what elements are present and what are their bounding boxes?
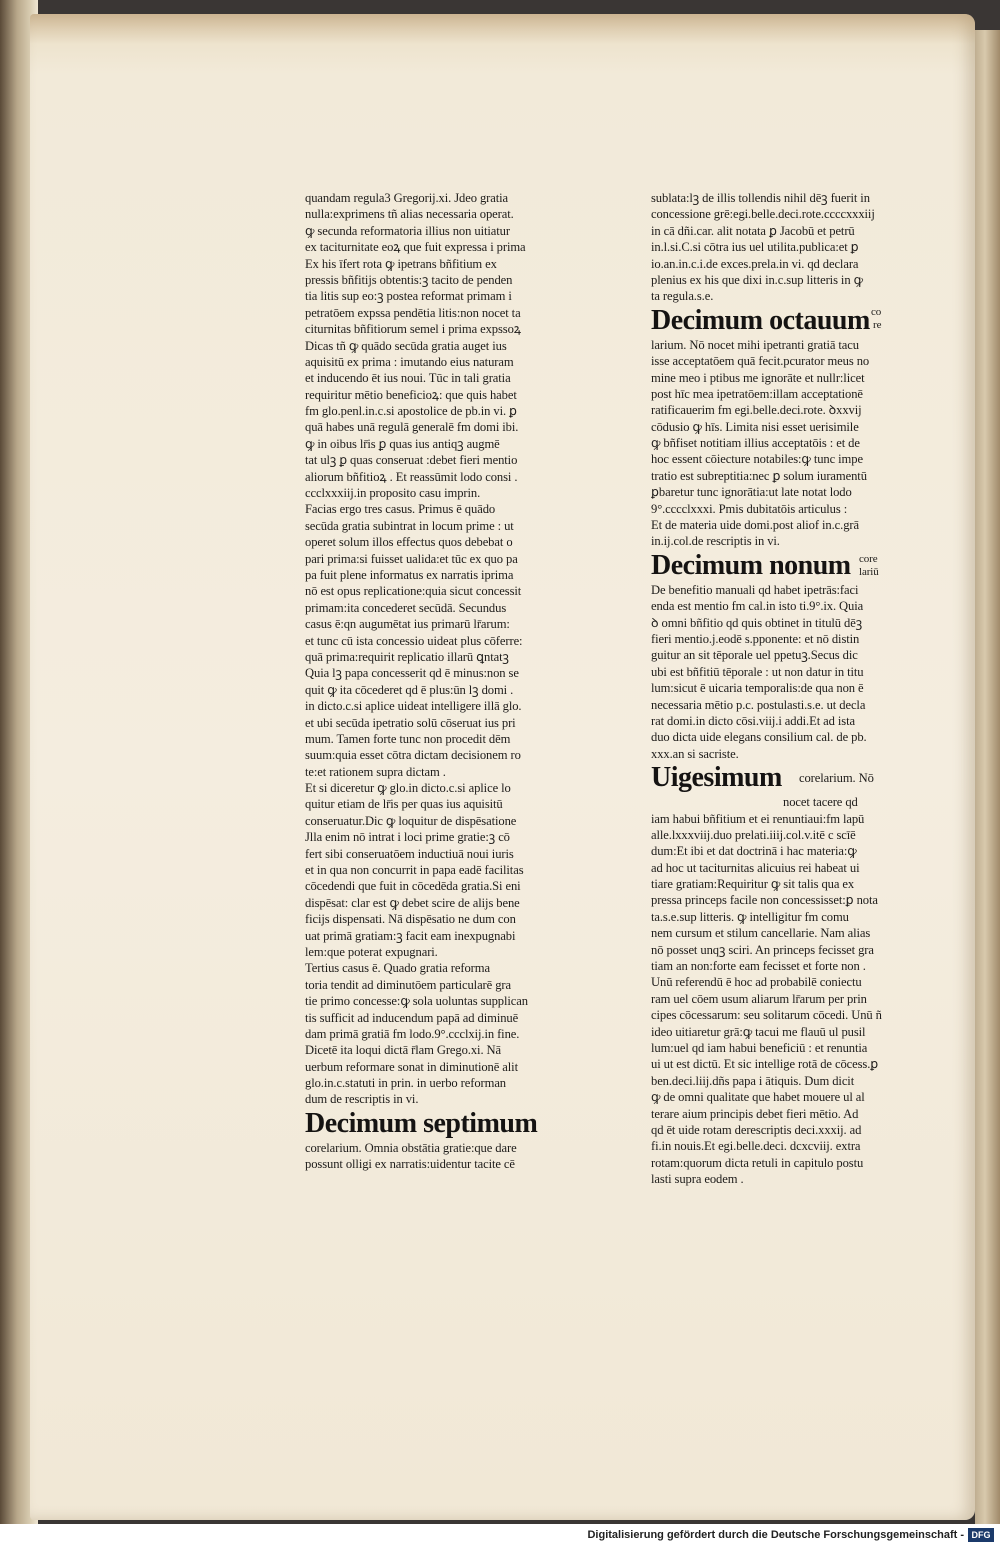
heading-uigesimum (651, 763, 891, 793)
text-line: petratōem expssa pendētia litis:non nocet ta (305, 305, 521, 320)
text-line: enda est mentio fm cal.in isto ti.9°.ix. Quia (651, 599, 864, 614)
text-line: ad hoc ut taciturnitas alicuius rei habeat ui (651, 860, 860, 875)
text-line: Et si diceretur ꝙ glo.in dicto.c.si aplice lo (305, 781, 511, 796)
text-line: tat ulꝫ ꝑ quas conseruat :debet fieri mentio (305, 453, 518, 468)
text-line: secūda gratia subintrat in locum prime : ut (305, 518, 514, 533)
right-column-lines-a (651, 190, 891, 305)
text-line: ta regula.s.e. (651, 289, 714, 304)
heading-uigesimum-title: Uigesimum (651, 762, 782, 794)
text-line: lem:que poterat expugnari. (305, 944, 438, 959)
text-line: ratificauerim fm egi.belle.deci.rote. ꝺxxvij (651, 403, 862, 418)
text-line: hoc essent cōiecture notabiles:ꝙ tunc impe (651, 452, 863, 467)
text-line: nō est opus replicatione:quia sicut concessit (305, 584, 522, 599)
text-line: uerbum reformare sonat in diminutionē alit (305, 1059, 518, 1074)
text-line: quandam regula3 Gregorij.xi. Jdeo gratia (305, 191, 509, 205)
text-line: terare aium principis debet fieri mētio. Ad (651, 1106, 859, 1121)
text-line: citurnitas bñfitiorum semel i prima expssoꝝ (305, 322, 521, 337)
text-line: ꝙ in oibus lr̄is ꝑ quas ius antiqꝫ augmē (305, 436, 500, 451)
heading-octauum-side-2: re (873, 318, 882, 331)
text-line: Dicas tñ ꝙ quādo secūda gratia auget ius (305, 338, 507, 353)
text-line: Facias ergo tres casus. Primus ē quādo (305, 502, 496, 517)
text-line: ta.s.e.sup litteris. ꝙ intelligitur fm comu (651, 909, 849, 924)
text-line: tiare gratiam:Requiritur ꝙ sit talis qua ex (651, 877, 855, 892)
text-line: in.l.si.C.si cōtra ius uel utilita.publica:et ꝑ (651, 240, 859, 255)
heading-octauum-title: Decimum octauum (651, 304, 870, 336)
text-line: necessaria mētio p.c. postulasti.s.e. ut decla (651, 697, 866, 712)
text-line: cōcedendi que fuit in cōcedēda gratia.Si eni (305, 879, 521, 894)
dfg-logo-icon: DFG (968, 1528, 994, 1542)
text-line: requiritur mētio beneficioꝝ: que quis habet (305, 387, 517, 402)
text-line: mum. Tamen forte tunc non procedit dēm (305, 731, 511, 746)
text-line: cipes cōcessarum: seu solitarum cōcedi. Unū ñ (651, 1008, 882, 1023)
footer-bar (0, 1524, 1000, 1546)
text-line: 9°.cccclxxxi. Pmis dubitatōis articulus : (651, 501, 848, 516)
text-line: lum:uel qd iam habui beneficiū : et renuntia (651, 1040, 868, 1055)
text-line: pari prima:si fuisset ualida:et tūc ex quo pa (305, 551, 518, 566)
text-line: Et de materia uide domi.post aliof in.c.grā (651, 518, 859, 533)
text-line: rotam:quorum dicta retuli in capitulo postu (651, 1155, 864, 1170)
text-line: mine meo i ptibus me ignorāte et nullr:licet (651, 370, 865, 385)
text-line: Tertius casus ē. Quado gratia reforma (305, 961, 490, 976)
text-line: dispēsat: clar est ꝙ debet scire de alijs bene (305, 895, 520, 910)
text-line: quit ꝙ ita cōcederet qd ē plus:ūn lꝫ domi . (305, 682, 514, 697)
text-line: et in qua non concurrit in papa eadē facilitas (305, 863, 524, 878)
text-line: conseruatur.Dic ꝙ loquitur de dispēsatione (305, 813, 517, 828)
text-line: aquisitū ex prima : imutando eius naturam (305, 354, 514, 369)
heading-uigesimum-side: corelarium. Nō (799, 771, 874, 786)
text-line: et tunc cū ista concessio uideat plus cōferre: (305, 633, 523, 648)
text-line: plenius ex his que dixi in.c.sup litteris in ꝙ (651, 272, 863, 287)
text-line: nulla:exprimens tñ alias necessaria operat. (305, 207, 514, 222)
text-line: tratio est subreptitia:nec ꝑ solum iuramentū (651, 468, 867, 483)
text-line: tia litis sup eo:ꝫ postea reformat primam i (305, 289, 512, 304)
text-line: qd ēt uide rotam derescriptis deci.xxxij. ad (651, 1122, 862, 1137)
text-line: ꝙ de omni qualitate que habet mouere ul al (651, 1090, 865, 1105)
right-column-lines-c (651, 582, 891, 762)
text-line: in.ij.col.de rescriptis in vi. (651, 534, 780, 549)
text-line: quā prima:requirit replicatio illarū ꝗntatꝫ (305, 649, 509, 664)
heading-octauum-side-1: co (871, 305, 882, 318)
text-line: in cā dñi.car. alit notata ꝑ Jacobū et petrū (651, 223, 855, 238)
text-line: te:et rationem supra dictam . (305, 764, 446, 779)
text-line: operet solum illos effectus quos debebat o (305, 535, 513, 550)
left-text-column (305, 190, 545, 1173)
text-line: ꝙ bñfiset notitiam illius acceptatōis : et de (651, 436, 860, 451)
text-line: casus ē:qn augumētat ius primarū lr̄arum: (305, 617, 510, 632)
text-line: ficijs dispensati. Nā dispēsatio ne dum con (305, 912, 516, 927)
text-line: aliorum bñfitioꝝ . Et reassūmit lodo consi . (305, 469, 518, 484)
right-text-column (651, 190, 891, 1187)
heading-nonum-title: Decimum nonum (651, 549, 851, 581)
text-line: in dicto.c.si aplice uideat intelligere illā glo. (305, 699, 522, 714)
text-line: primam:ita concederet secūdā. Secundus (305, 600, 507, 615)
text-line: ram uel cōem usum aliarum lr̄arum per prin (651, 991, 867, 1006)
text-line: pressis bñfitijs obtentis:ꝫ tacito de penden (305, 272, 513, 287)
text-line: lasti supra eodem . (651, 1172, 744, 1187)
text-line: ꝙ secunda reformatoria illius non uitiatur (305, 223, 510, 238)
text-line: ꝑbaretur tunc ignorātia:ut late notat lodo (651, 485, 852, 500)
text-line: ccclxxxiij.in proposito casu imprin. (305, 486, 481, 501)
right-column-lines-d (651, 811, 891, 1188)
heading-decimum-octauum (651, 306, 891, 336)
heading-decimum-septimum (305, 1109, 545, 1139)
text-line: iam habui bñfitium et ei renuntiaui:fm lapū (651, 811, 865, 826)
text-line: dam primā gratiā fm lodo.9°.ccclxij.in fine. (305, 1026, 520, 1041)
text-line: dum de rescriptis in vi. (305, 1092, 419, 1107)
text-line: duo dicta uide elegans consilium cal. de pb. (651, 730, 867, 745)
text-line: possunt olligi ex narratis:uidentur tacite cē (305, 1157, 515, 1172)
heading-nonum-side-2: lariū (859, 565, 879, 578)
text-line: ubi est bñfitiū tēporale : ut non datur in titu (651, 664, 864, 679)
text-line: et ubi secūda ipetratio solū cōseruat ius pri (305, 715, 516, 730)
text-line: sublata:lꝫ de illis tollendis nihil dēꝫ fuerit in (651, 191, 870, 205)
text-line: Jlla enim nō intrat i loci prime gratie:ꝫ cō (305, 830, 510, 845)
text-line: tie primo concesse:ꝙ sola uoluntas supplican (305, 994, 528, 1009)
text-line: tiam an non:forte eam fecisset et forte non . (651, 959, 866, 974)
heading-septimum-text: Decimum septimum (305, 1107, 538, 1139)
text-line: Quia lꝫ papa concesserit qd ē minus:non se (305, 666, 519, 681)
text-line: Unū referendū ē hoc ad probabilē coniectu (651, 975, 862, 990)
text-line: post hīc mea ipetratōem:illam acceptationē (651, 386, 863, 401)
text-line: guitur an sit tēporale uel ppetuꝫ.Secus dic (651, 648, 858, 663)
footer-funding-text: Digitalisierung gefördert durch die Deutsche Forschungsgemeinschaft - (587, 1529, 964, 1541)
text-line: De benefitio manuali qd habet ipetrās:faci (651, 582, 859, 597)
page-top-stain (30, 14, 975, 44)
text-line: pa fuit plene informatus ex narratis iprima (305, 567, 514, 582)
text-line: concessione grē:egi.belle.deci.rote.ccccxxxiij (651, 207, 875, 222)
text-line: corelarium. Omnia obstātia gratie:que dare (305, 1140, 517, 1155)
text-line: xxx.an si sacriste. (651, 746, 739, 761)
left-column-lines-b (305, 1140, 545, 1173)
text-line: nem cursum et stilum cancellarie. Nam alias (651, 926, 871, 941)
right-column-lines-b (651, 337, 891, 550)
text-line: Dicetē ita loqui dictā r̄lam Grego.xi. Nā (305, 1043, 502, 1058)
text-line: cōdusio ꝙ hīs. Limita nisi esset uerisimile (651, 419, 859, 434)
text-line: lum:sicut ē uicaria temporalis:de qua non ē (651, 681, 864, 696)
right-page-edge (975, 30, 1000, 1524)
text-line: fi.in nouis.Et egi.belle.deci. dcxcviij. extra (651, 1139, 861, 1154)
text-line: tis sufficit ad inducendum papā ad diminuē (305, 1010, 519, 1025)
text-line: io.an.in.c.i.de exces.prela.in vi. qd declara (651, 256, 859, 271)
text-line: pressa princeps facile non concessisset:ꝑ nota (651, 893, 878, 908)
text-line: dum:Et ibi et dat doctrinā i hac materia:ꝙ (651, 844, 857, 859)
text-line: quitur etiam de lr̄is per quas ius aquisitū (305, 797, 503, 812)
text-line: larium. Nō nocet mihi ipetranti gratiā tacu (651, 337, 859, 352)
text-line: nocet tacere qd (783, 795, 858, 810)
text-line: fert sibi conseruatōem inductiuā noui iuris (305, 846, 514, 861)
text-line: et inducendo ēt ius noui. Tūc in tali gratia (305, 371, 511, 386)
text-line: uat primā gratiam:ꝫ facit eam inexpugnabi (305, 928, 516, 943)
text-line: suum:quia esset cōtra dictam decisionem ro (305, 748, 521, 763)
text-line: isse acceptatōem quā fecit.pcurator meus no (651, 354, 870, 369)
text-line: alle.lxxxviij.duo prelati.iiij.col.v.itē c scīē (651, 827, 856, 842)
heading-decimum-nonum (651, 551, 891, 581)
text-line: ui ut est dictū. Et sic intellige rotā de cōcess.ꝑ (651, 1057, 879, 1072)
text-line: ideo uitiaretur grā:ꝙ tacui me flauū ul pusil (651, 1024, 866, 1039)
text-line: rat domi.in dicto cōsi.viij.i addi.Et ad ista (651, 713, 855, 728)
text-line: ꝺ omni bñfitio qd quis obtinet in titulū dēꝫ (651, 615, 863, 630)
text-line: nō posset unqꝫ sciri. An princeps fecisset gra (651, 942, 874, 957)
text-line: ben.deci.liij.dñs papa i ātiquis. Dum dicit (651, 1073, 855, 1088)
right-column-lines-d-first (651, 794, 891, 810)
heading-nonum-side-1: core (859, 552, 878, 565)
left-column-lines-a (305, 190, 545, 1108)
text-line: ex taciturnitate eoꝝ que fuit expressa i prima (305, 240, 526, 255)
text-line: glo.in.c.statuti in prin. in uerbo reforman (305, 1076, 507, 1091)
text-line: Ex his īfert rota ꝙ ipetrans bñfitium ex (305, 256, 497, 271)
text-line: toria tendit ad diminutōem particularē gra (305, 977, 511, 992)
text-line: fm glo.penl.in.c.si apostolice de pb.in vi. ꝑ (305, 404, 517, 419)
text-line: fieri mentio.j.eodē s.pponente: et nō distin (651, 631, 860, 646)
text-line: quā habes unā regulā generalē fm domi ibi. (305, 420, 519, 435)
